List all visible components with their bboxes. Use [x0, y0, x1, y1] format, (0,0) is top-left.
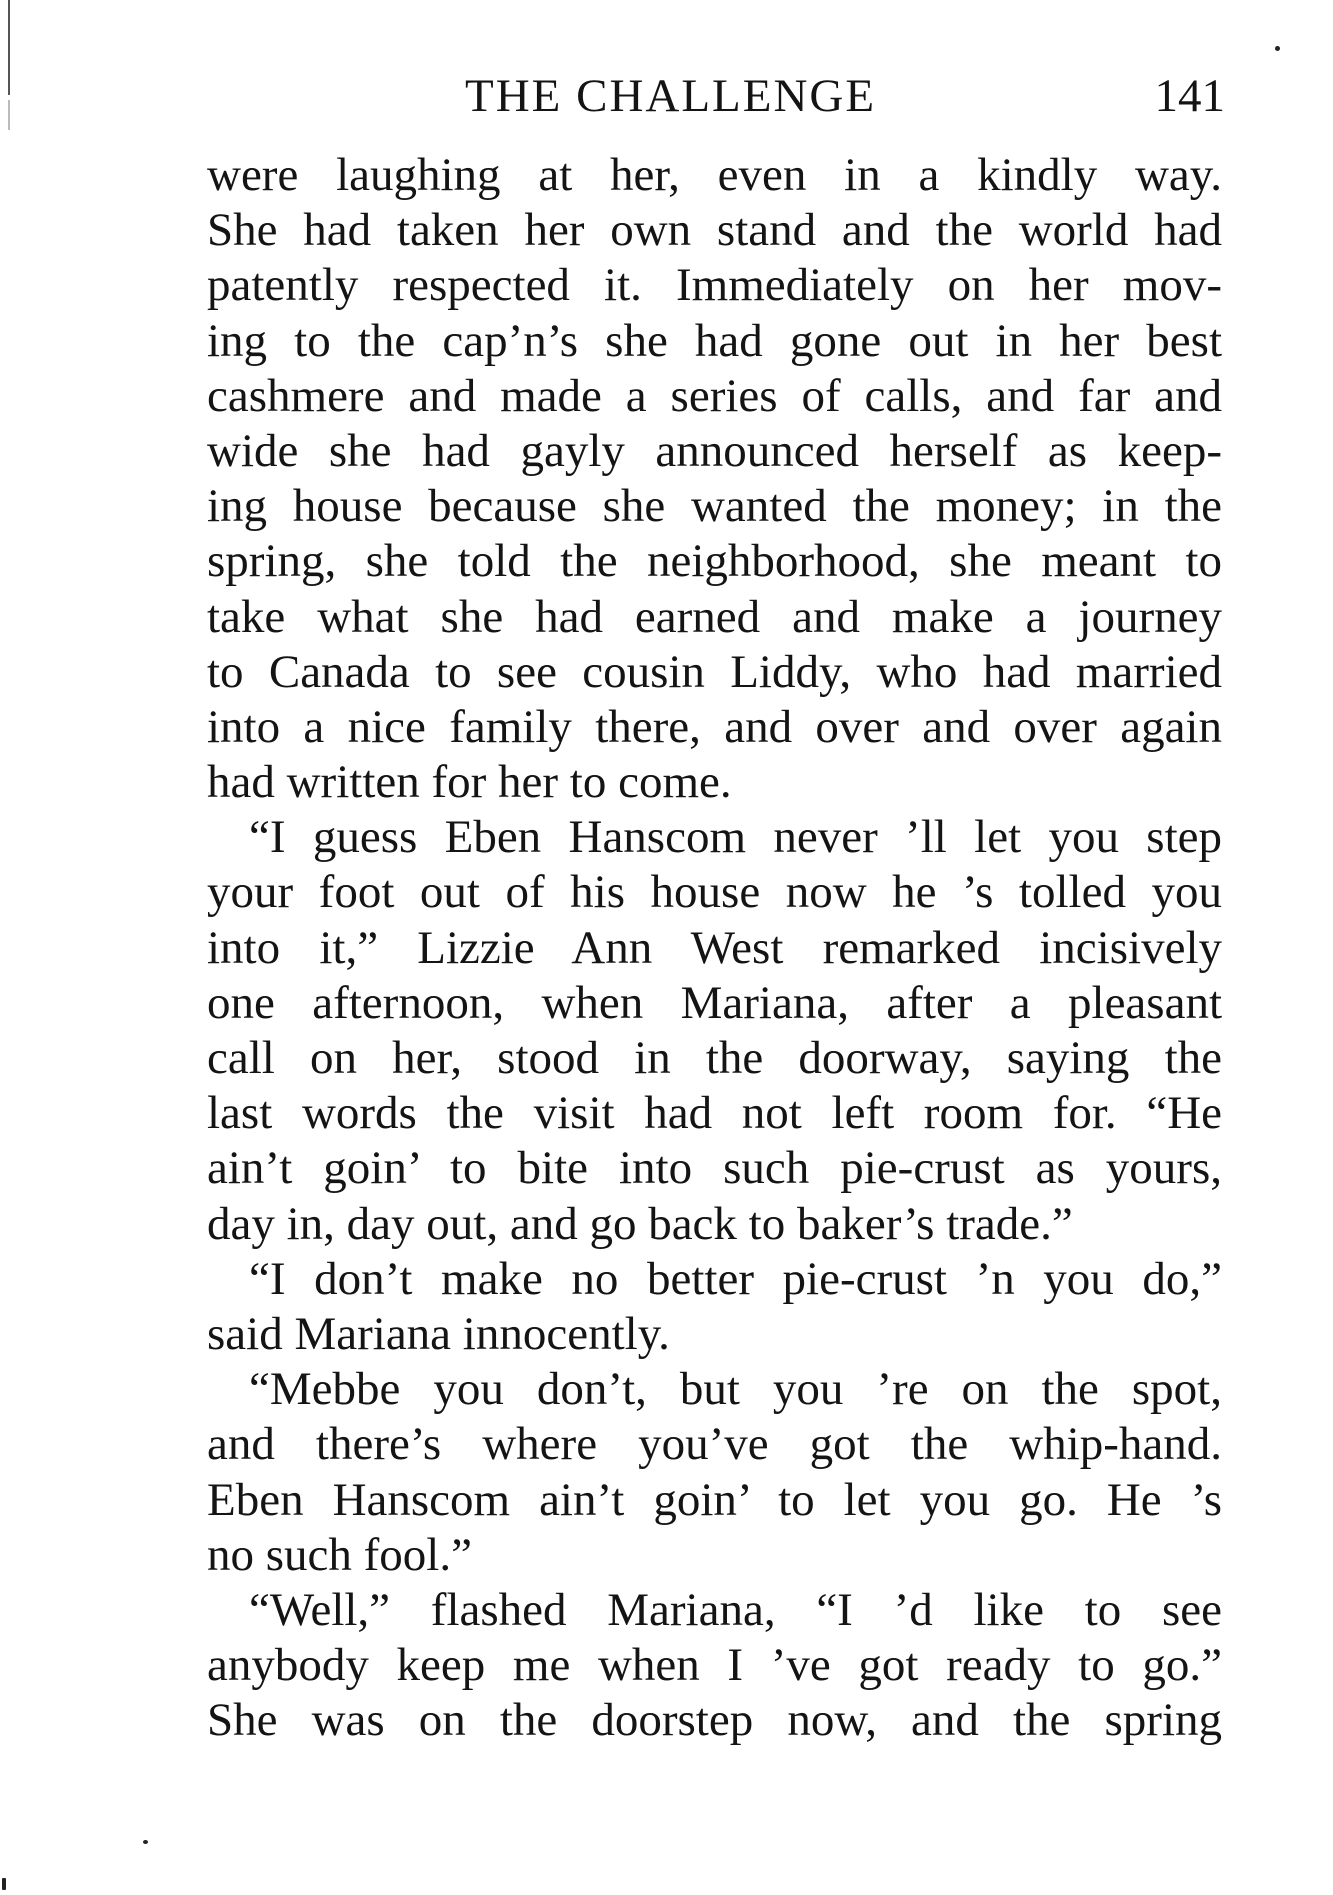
text-line: ain’t goin’ to bite into such pie-crust as yours,: [207, 1142, 1222, 1195]
text-line: “I don’t make no better pie-crust ’n you do,”: [249, 1252, 1222, 1305]
body-text: [207, 148, 1222, 1748]
text-line: call on her, stood in the doorway, saying the: [207, 1032, 1222, 1084]
running-title: THE CHALLENGE: [465, 70, 877, 122]
text-line: She was on the doorstep now, and the spring: [207, 1694, 1222, 1747]
page-number: 141: [1154, 70, 1225, 122]
text-line: to Canada to see cousin Liddy, who had married: [207, 645, 1222, 698]
text-line: were laughing at her, even in a kindly way.: [207, 149, 1222, 201]
text-line: into a nice family there, and over and over again: [207, 700, 1222, 753]
text-line: your foot out of his house now he ’s tolled you: [207, 866, 1222, 919]
text-line: into it,” Lizzie Ann West remarked incisively: [207, 921, 1222, 974]
scan-margin-rule: [8, 0, 10, 95]
text-line: wide she had gayly announced herself as keep-: [207, 424, 1222, 477]
text-line: day in, day out, and go back to baker’s trade.”: [207, 1197, 1073, 1250]
text-line: anybody keep me when I ’ve got ready to go.”: [207, 1639, 1222, 1692]
text-line: spring, she told the neighborhood, she meant to: [207, 535, 1222, 588]
running-header: [465, 66, 1225, 126]
text-line: cashmere and made a series of calls, and far and: [207, 369, 1222, 422]
text-line: one afternoon, when Mariana, after a pleasant: [207, 976, 1222, 1029]
text-line: Eben Hanscom ain’t goin’ to let you go. He ’s: [207, 1473, 1222, 1526]
text-line: take what she had earned and make a journey: [207, 590, 1222, 643]
scan-speck: [143, 1840, 148, 1844]
text-line: and there’s where you’ve got the whip-hand.: [207, 1418, 1222, 1471]
text-line: “Mebbe you don’t, but you ’re on the spot,: [249, 1363, 1222, 1416]
text-line: patently respected it. Immediately on her mov-: [207, 259, 1222, 312]
text-line: said Mariana innocently.: [207, 1307, 670, 1360]
text-line: last words the visit had not left room for. “He: [207, 1087, 1222, 1140]
text-line: no such fool.”: [207, 1528, 472, 1581]
text-line: ing house because she wanted the money; in the: [207, 480, 1222, 533]
text-line: “I guess Eben Hanscom never ’ll let you step: [249, 811, 1222, 864]
text-line: ing to the cap’n’s she had gone out in her best: [207, 314, 1222, 367]
scan-margin-mark: [8, 100, 10, 130]
scan-speck: [1275, 46, 1280, 51]
text-line: had written for her to come.: [207, 756, 732, 809]
text-line: “Well,” flashed Mariana, “I ’d like to see: [249, 1583, 1222, 1636]
text-line: She had taken her own stand and the world had: [207, 204, 1222, 257]
scan-speck: [2, 1878, 6, 1890]
